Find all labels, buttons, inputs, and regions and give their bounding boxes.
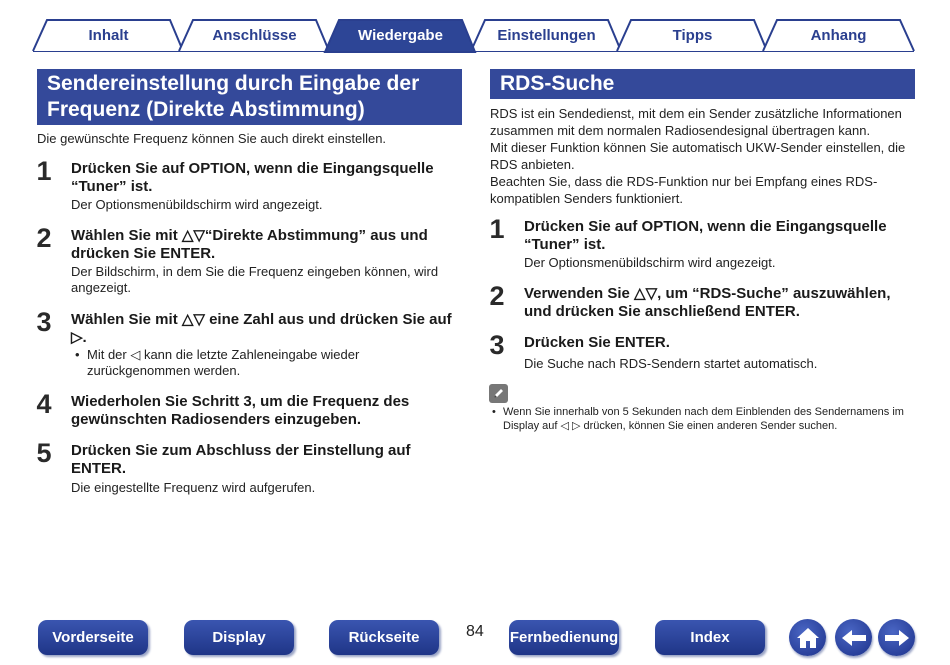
step-title [71,442,411,478]
note-line: Display auf ◁ ▷ drücken, können Sie einen anderen Sender suchen. [503,420,838,432]
step-title-line: Drücken Sie auf OPTION, wenn die Eingangsquelle [524,218,887,235]
nav-button-fernbedienung[interactable]: Fernbedienung [509,620,619,655]
step-title-line: Drücken Sie auf OPTION, wenn die Eingangsquelle [71,160,434,177]
step-title-line: drücken Sie ENTER. [71,245,216,262]
tab-anhang[interactable]: Anhang [810,27,867,44]
paragraph-line: Mit dieser Funktion können Sie automatisch UKW-Sender einstellen, die [490,140,906,155]
section-title-line2: Frequenz (Direkte Abstimmung) [47,98,365,121]
step-number: 1 [36,156,52,186]
paragraph-line: kompatiblen Senders funktioniert. [490,191,683,206]
step-title [71,393,409,429]
tab-bar [0,0,950,55]
step-title-line: Drücken Sie zum Abschluss der Einstellung auf [71,442,411,459]
step-number: 2 [36,223,52,253]
home-button[interactable] [789,619,826,656]
section-title-rds-search: RDS-Suche [490,69,915,99]
tab-anschluesse[interactable]: Anschlüsse [212,27,297,44]
page-number: 84 [466,623,484,640]
step-bullet-line: zurückgenommen werden. [87,363,241,378]
step-title [71,227,428,263]
step-description-line: Der Bildschirm, in dem Sie die Frequenz eingeben können, wird [71,264,439,279]
intro-text: Die gewünschte Frequenz können Sie auch direkt einstellen. [37,131,387,146]
paragraph-line: RDS ist ein Sendedienst, mit dem ein Sender zusätzliche Informationen [490,106,902,121]
tab-einstellungen[interactable]: Einstellungen [497,27,596,44]
step-number: 1 [489,214,505,244]
step-description: Die Suche nach RDS-Sendern startet automatisch. [524,356,818,371]
step-description-line: angezeigt. [71,280,131,295]
step-title-line: Wählen Sie mit △▽“Direkte Abstimmung” aus und [71,227,428,244]
forward-arrow-icon [883,628,911,648]
step-description: Die eingestellte Frequenz wird aufgerufen. [71,480,316,495]
step-title [524,285,891,321]
step-title-line: Wiederholen Sie Schritt 3, um die Frequenz des [71,393,410,410]
paragraph-line: RDS anbieten. [490,157,575,172]
tab-tipps[interactable]: Tipps [672,27,713,44]
section-title-line1: Sendereinstellung durch Eingabe der [47,72,420,95]
step-title-line: ENTER. [71,460,127,477]
step-title [71,311,452,347]
nav-button-rueckseite[interactable]: Rückseite [329,620,439,655]
back-button[interactable] [835,619,872,656]
step-title-line: Verwenden Sie △▽, um “RDS-Suche” auszuwählen, [524,285,891,302]
step-bullet [87,347,359,379]
step-number: 3 [36,307,52,337]
step-title [524,334,670,352]
forward-button[interactable] [878,619,915,656]
step-description [71,264,438,296]
nav-button-vorderseite[interactable]: Vorderseite [38,620,148,655]
step-description: Der Optionsmenübildschirm wird angezeigt. [524,255,776,270]
nav-button-display[interactable]: Display [184,620,294,655]
step-title-line: gewünschten Radiosenders einzugeben. [71,411,362,428]
step-title-line: Drücken Sie ENTER. [524,334,670,351]
tab-inhalt[interactable]: Inhalt [88,27,129,44]
rds-paragraph [490,105,905,207]
step-number: 5 [36,438,52,468]
step-title-line: ▷. [71,329,87,346]
step-number: 3 [489,330,505,360]
tab-wiedergabe[interactable]: Wiedergabe [358,27,443,44]
nav-button-index[interactable]: Index [655,620,765,655]
step-number: 2 [489,281,505,311]
pencil-note-icon [489,384,508,403]
step-title [71,160,434,196]
back-arrow-icon [840,628,868,648]
home-icon [795,626,821,650]
note-text [503,405,904,433]
step-description: Der Optionsmenübildschirm wird angezeigt. [71,197,323,212]
step-bullet-line: • Mit der ◁ kann die letzte Zahleneingabe wieder [87,347,360,362]
step-title-line: “Tuner” ist. [71,178,153,195]
step-number: 4 [36,389,52,419]
step-title-line: Wählen Sie mit △▽ eine Zahl aus und drücken Sie auf [71,311,452,328]
step-title-line: “Tuner” ist. [524,236,606,253]
note-line: • Wenn Sie innerhalb von 5 Sekunden nach dem Einblenden des Sendernamens im [503,406,904,418]
paragraph-line: Beachten Sie, dass die RDS-Funktion nur bei Empfang eines RDS- [490,174,878,189]
section-title-direct-tuning [37,69,462,125]
step-title-line: und drücken Sie anschließend ENTER. [524,303,800,320]
step-title [524,218,887,254]
paragraph-line: zusammen mit dem normalen Radiosendesignal übertragen kann. [490,123,871,138]
